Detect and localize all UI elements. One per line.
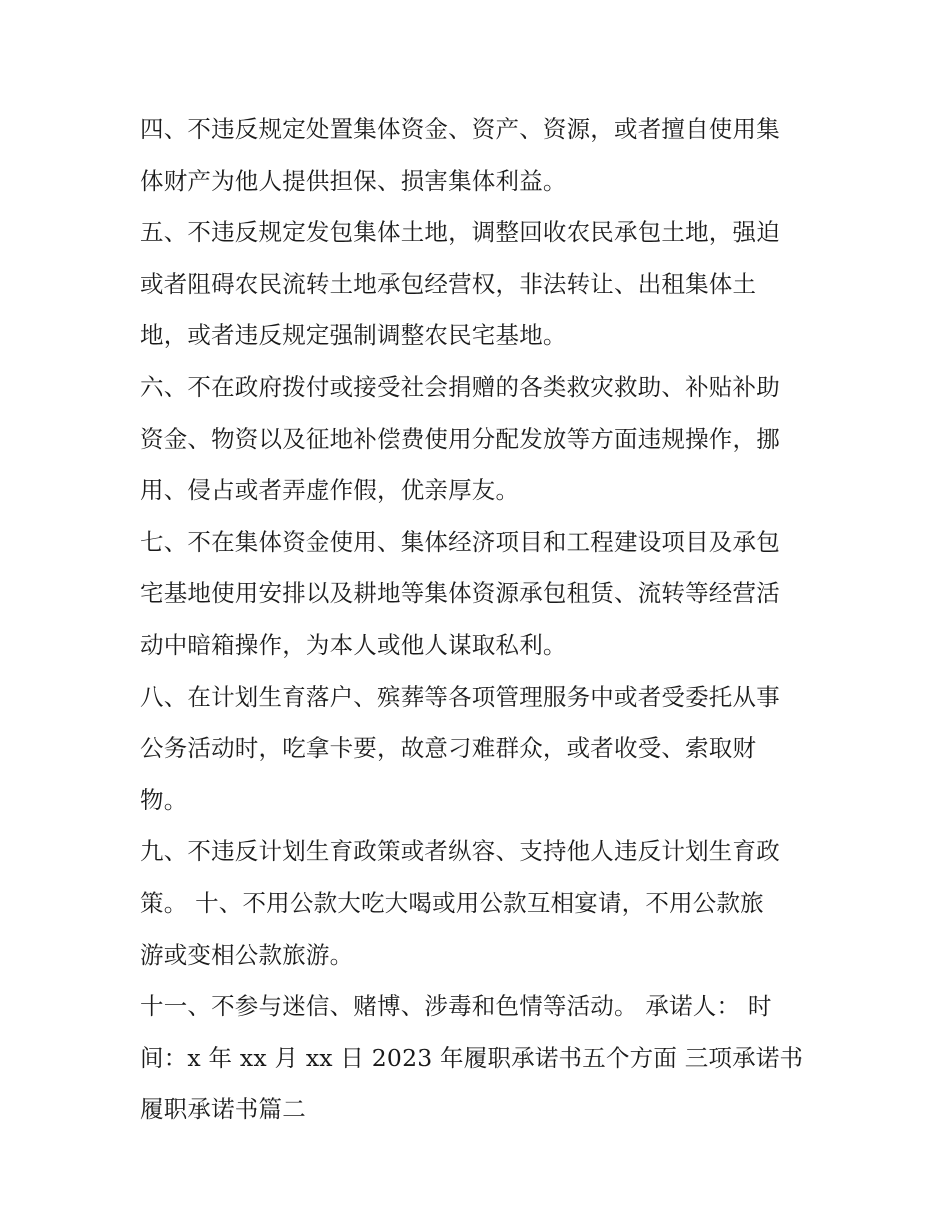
text-line: 策。 十、不用公款大吃大喝或用公款互相宴请，不用公款旅 [140, 888, 764, 917]
text-line: 宅基地使用安排以及耕地等集体资源承包租赁、流转等经营活 [140, 579, 780, 608]
text-line: 六、不在政府拨付或接受社会捐赠的各类救灾救助、补贴补助 [140, 372, 780, 401]
text-line: 地，或者违反规定强制调整农民宅基地。 [140, 321, 567, 350]
text-line: 履职承诺书篇二 [140, 1095, 306, 1124]
text-line: 八、在计划生育落户、殡葬等各项管理服务中或者受委托从事 [140, 682, 780, 711]
text-line: 十一、不参与迷信、赌博、涉毒和色情等活动。 承诺人： 时 [140, 992, 772, 1021]
text-line: 五、不违反规定发包集体土地，调整回收农民承包土地，强迫 [140, 218, 780, 247]
document-body [140, 104, 815, 1136]
text-line: 体财产为他人提供担保、损害集体利益。 [140, 166, 567, 195]
text-line: 七、不在集体资金使用、集体经济项目和工程建设项目及承包 [140, 527, 780, 556]
text-line: 九、不违反计划生育政策或者纵容、支持他人违反计划生育政 [140, 837, 780, 866]
text-line: 间：x 年 xx 月 xx 日 2023 年履职承诺书五个方面 三项承诺书 [140, 1043, 804, 1072]
text-line: 物。 [140, 785, 188, 814]
text-line: 用、侵占或者弄虚作假，优亲厚友。 [140, 476, 520, 505]
text-line: 游或变相公款旅游。 [140, 940, 354, 969]
text-line: 资金、物资以及征地补偿费使用分配发放等方面违规操作，挪 [140, 424, 780, 453]
text-line: 动中暗箱操作，为本人或他人谋取私利。 [140, 630, 567, 659]
text-line: 公务活动时，吃拿卡要，故意刁难群众，或者收受、索取财 [140, 734, 757, 763]
text-line: 四、不违反规定处置集体资金、资产、资源，或者擅自使用集 [140, 115, 780, 143]
text-line: 或者阻碍农民流转土地承包经营权，非法转让、出租集体土 [140, 269, 757, 298]
